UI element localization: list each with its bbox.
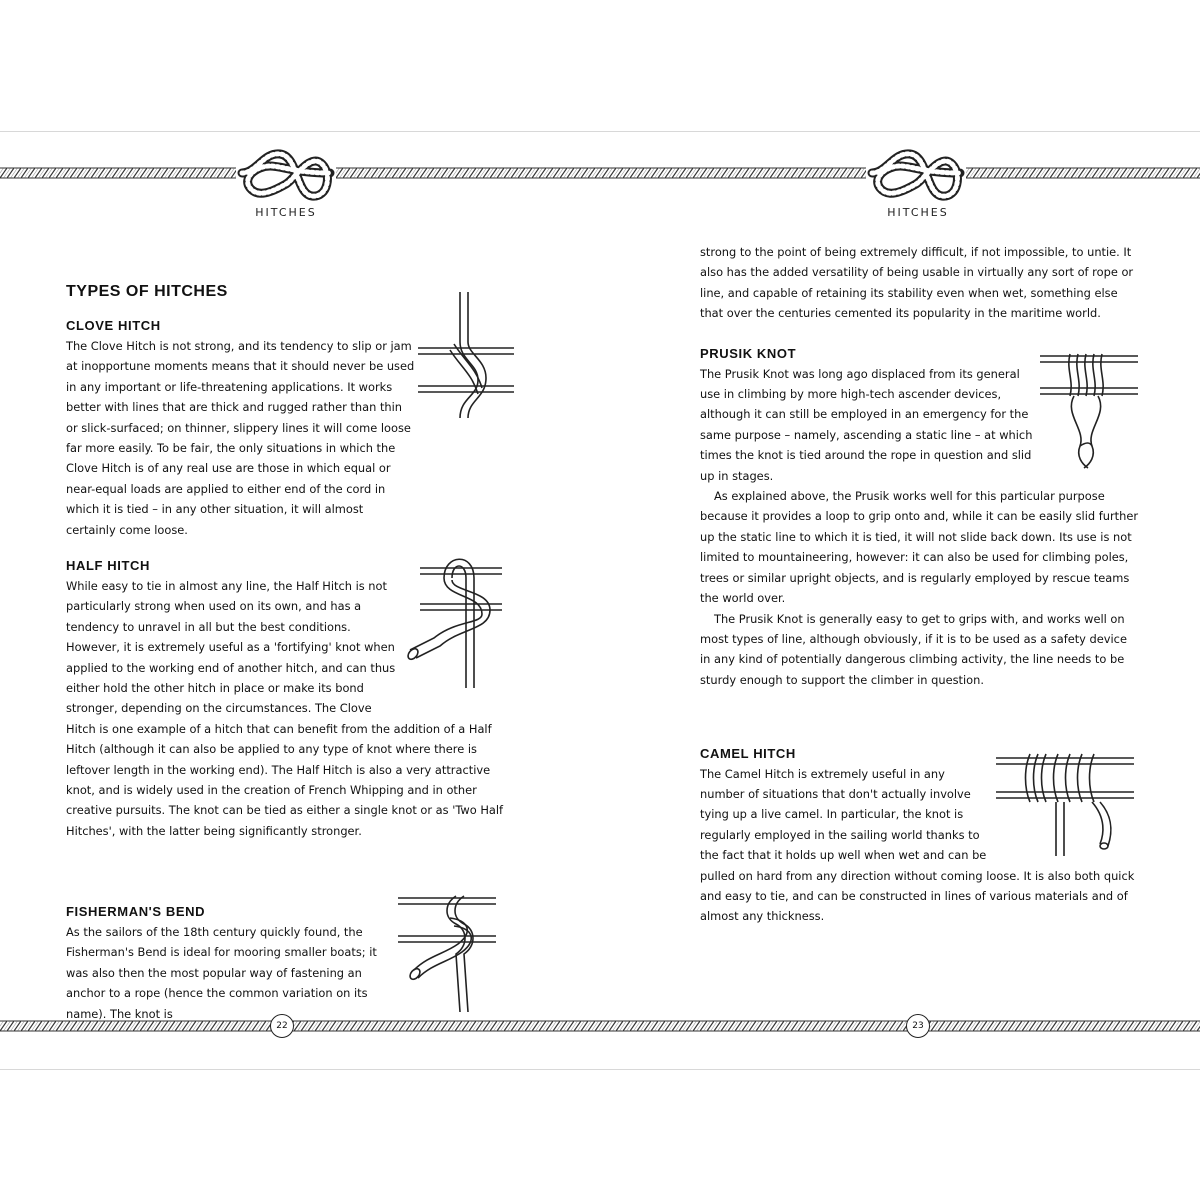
prusik-knot-heading: PRUSIK KNOT: [700, 345, 797, 361]
half-hitch-section: [66, 556, 506, 902]
fishermans-bend-illustration: [398, 894, 498, 1014]
left-page-column: [66, 282, 506, 1024]
figure-eight-knot-icon: [236, 144, 336, 206]
clove-hitch-illustration: [416, 290, 516, 420]
page-title: TYPES OF HITCHES: [66, 283, 228, 300]
clove-hitch-section: [66, 316, 506, 556]
rope-border-top: [0, 167, 1200, 179]
figure-eight-knot-icon: [866, 144, 966, 206]
camel-hitch-illustration: [996, 748, 1136, 858]
page-number-left: 22: [270, 1014, 294, 1038]
fishermans-bend-section: [66, 902, 506, 1024]
clove-hitch-heading: CLOVE HITCH: [66, 318, 161, 333]
half-hitch-heading: HALF HITCH: [66, 558, 150, 573]
page-number-right: 23: [906, 1014, 930, 1038]
fishermans-bend-heading: FISHERMAN'S BEND: [66, 904, 206, 919]
prusik-knot-text-3: The Prusik Knot is generally easy to get to grips with, and works well on most types of line, although obviously, if it is to be used as a safety device in any kind of potentially dangerous climbing activity, the line needs to be sturdy enough to support the climber in question.: [700, 611, 1127, 687]
right-page-column: [700, 242, 1140, 927]
book-spread: [0, 131, 1200, 1070]
camel-hitch-heading: CAMEL HITCH: [700, 745, 796, 761]
half-hitch-illustration: [404, 550, 504, 690]
fishermans-bend-text: As the sailors of the 18th century quickly found, the Fisherman's Bend is ideal for mooring smaller boats; it was also then the most popular way of fastening an anchor to a rope (hence the common variation on its name). The knot is: [66, 925, 377, 1021]
prusik-knot-text: The Prusik Knot was long ago displaced from its general use in climbing by more high-tech ascender devices, although it can still be employed in an emergency for the same purpose – namely, ascending a static line – at which times the knot is tied around the rope in question and slid up in stages.: [700, 364, 1140, 486]
prusik-knot-illustration: [1040, 350, 1140, 470]
clove-hitch-text: The Clove Hitch is not strong, and its tendency to slip or jam at inopportune moments means that it should never be used in any important or life-threatening applications. It works better with lines that are thick and rugged rather than thin or slick-surfaced; on thinner, slippery lines it will come loose far more easily. To be fair, the only situations in which the Clove Hitch is of any real use are those in which equal or near-equal loads are applied to either end of the cord in which it is tied – in any other situation, it will almost certainly come loose.: [66, 336, 506, 540]
camel-hitch-section: [700, 744, 1140, 927]
camel-hitch-text: The Camel Hitch is extremely useful in any number of situations that don't actually involve tying up a live camel. In particular, the knot is regularly employed in the sailing world thanks to the fact that it holds up well when wet and can be pulled on hard from any direction without coming loose. It is also both quick and easy to tie, and can be constructed in lines of various materials and of almost any thickness.: [700, 764, 1140, 927]
half-hitch-text: While easy to tie in almost any line, the Half Hitch is not particularly strong when used on its own, and has a tendency to unravel in all but the best conditions. However, it is extremely useful as a 'fortifying' knot when applied to the working end of another hitch, and can thus either hold the other hitch in place or make its bond stronger, depending on the circumstances. The Clove Hitch is one example of a hitch that can benefit from the addition of a Half Hitch (although it can also be applied to any type of knot where there is leftover length in the working end). The Half Hitch is also a very attractive knot, and is widely used in the creation of French Whipping and in other creative pursuits. The knot can be tied as either a single knot or as 'Two Half Hitches', with the latter being significantly stronger.: [66, 576, 506, 841]
continued-text: strong to the point of being extremely difficult, if not impossible, to untie. It also has the added versatility of being usable in virtually any sort of rope or line, and capable of retaining its stability even when wet, something else that over the centuries cemented its popularity in the maritime world.: [700, 245, 1134, 321]
prusik-knot-section: [700, 344, 1140, 744]
running-head-left: HITCHES: [255, 206, 317, 219]
prusik-knot-text-2: As explained above, the Prusik works well for this particular purpose because it provides a loop to grip onto and, while it can be easily slid further up the static line to which it is tied, it will not slide back down. Its use is not limited to mountaineering, however: it can also be used for climbing poles, trees or similar upright objects, and is regularly employed by rescue teams the world over.: [700, 489, 1139, 606]
running-head-right: HITCHES: [887, 206, 949, 219]
